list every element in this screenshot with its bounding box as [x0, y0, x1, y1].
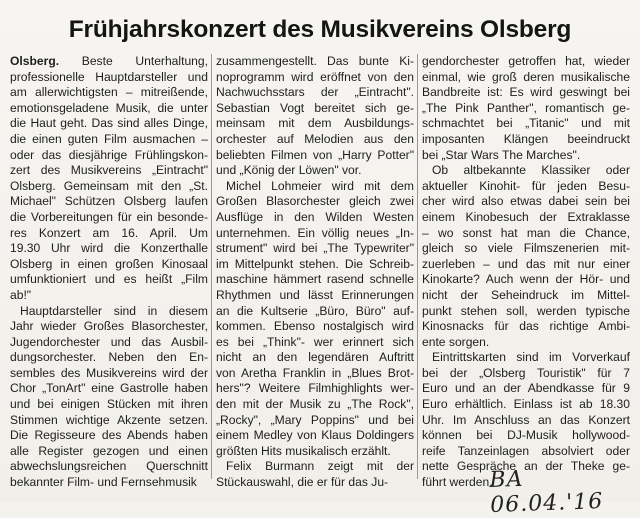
article-text-line: orchester auf Melodien aus den: [216, 131, 414, 146]
article-paragraph: [216, 459, 414, 490]
article-text-line: Rhythmen und lässt Erinnerungen: [216, 287, 414, 302]
article-text-line: bekannter Film- und Fernsehmusik: [10, 475, 197, 490]
article-text-line: und bei einigen Stücken mit ihren: [10, 397, 208, 412]
article-text-line: professionelle Hauptdarsteller und: [10, 69, 208, 84]
article-text-line: den mit der Musik zu „The Rock",: [216, 397, 414, 412]
article-text-line: ab!": [10, 287, 32, 302]
article-text-line: – wo sonst hat man die Chance,: [422, 225, 630, 240]
article-text-line: Bandbreite ist: Es wird geswingt bei: [422, 85, 630, 100]
article-text-line: einem Medley von Klaus Doldingers: [216, 428, 414, 443]
article-text-line: Euro erhältlich. Einlass ist ab 18.30: [422, 397, 630, 412]
article-text-line: Sebastian Vogt bereitet sich ge-: [216, 100, 414, 115]
article-text-line: „The Pink Panther", romantisch ge-: [422, 100, 630, 115]
article-column-1: [10, 54, 208, 491]
article-text-line: die Haut geht. Das sind alles Dinge,: [10, 116, 208, 131]
article-paragraph: [422, 54, 630, 163]
article-text-line: abwechslungsreichen Querschnitt: [10, 459, 208, 474]
article-column-3: [422, 54, 630, 491]
article-text-line: an die Kultserie „Büro, Büro" auf-: [216, 303, 414, 318]
article-text-line: einem Kinobesuch der Extraklasse: [422, 209, 630, 224]
article-text-line: Hauptdarsteller sind in diesem: [20, 303, 208, 318]
article-text-line: gendorchester getroffen hat, wieder: [422, 54, 630, 68]
article-text-line: die einen guten Film ausmachen –: [10, 131, 208, 146]
article-text-line: zusammengestellt. Das bunte Ki-: [216, 54, 414, 68]
article-paragraph: [216, 179, 414, 460]
article-text-fragment: Beste Unterhaltung,: [81, 54, 208, 68]
article-text-line: führt werden.: [422, 475, 493, 490]
article-text-line: Michael" Schützen Olsberg laufen: [10, 194, 208, 209]
article-paragraph: [422, 163, 630, 350]
article-paragraph: [10, 54, 208, 304]
article-text-line: hers"? Weitere Filmhighlights wer-: [216, 381, 414, 396]
article-paragraph: [10, 304, 208, 491]
article-text-line: imposanten Klängen beeindruckt: [422, 131, 630, 146]
article-text-line: Olsberg. Gemeinsam mit den „St.: [10, 178, 208, 193]
article-text-line: nicht an den legendären Auftritt: [216, 350, 414, 365]
article-text-line: noprogramm wird eröffnet von den: [216, 69, 414, 84]
article-text-line: zert des Musikvereins „Eintracht": [10, 163, 208, 178]
column-divider: [417, 54, 418, 479]
article-text-line: kommen. Ebenso nostalgisch wird: [216, 319, 414, 334]
article-text-line: Großen Blasorchester gleich zwei: [216, 194, 414, 209]
article-text-line: können bei DJ-Musik hollywood-: [422, 428, 630, 443]
article-text-line: strument" wird bei „The Typewriter": [216, 241, 414, 256]
article-text-line: größten Hits musikalisch erzählt.: [216, 443, 391, 458]
article-text-line: 19.30 Uhr wird die Konzerthalle: [10, 241, 208, 256]
article-text-line: Euro und an der Abendkasse für 9: [422, 381, 630, 396]
article-text-line: nette Gespräche an der Theke ge-: [422, 459, 630, 474]
article-text-line: alle Register gezogen und einen: [10, 443, 208, 458]
article-text-line: Kinokarte? Auch wenn der Hör- und: [422, 272, 630, 287]
article-text-line: von Aretha Franklin in „Blues Brot-: [216, 365, 414, 380]
article-text-line: Stückauswahl, die er für das Ju-: [216, 475, 389, 490]
article-text-line: Eintrittskarten sind im Vorverkauf: [432, 350, 630, 365]
article-text-line: „Rocky", „Mary Poppins" und bei: [216, 412, 414, 427]
article-text-line: unternehmen. Ein völlig neues „In-: [216, 225, 414, 240]
article-text-line: Jahr wieder Großes Blasorchester,: [10, 319, 208, 334]
article-text-line: ente sorgen.: [422, 334, 490, 349]
article-text-line: Die Regisseure des Abends haben: [10, 428, 208, 443]
article-text-line: Felix Burmann zeigt mit der: [226, 459, 414, 474]
article-text-line: meinsam mit dem Ausbildungs-: [216, 116, 414, 131]
column-divider: [211, 54, 212, 479]
article-text-line: gleich so viele Filmszenerien mit-: [422, 241, 630, 256]
article-text-line: am allerwichtigsten – mitreißende,: [10, 85, 208, 100]
article-text-line: und „König der Löwen" vor.: [216, 163, 362, 178]
article-text-line: aktueller Kinohit- für jeden Besu-: [422, 178, 630, 193]
article-text-line: Chor „TonArt" eine Gastrolle haben: [10, 381, 208, 396]
article-text-line: res Konzert am 16. April. Um: [10, 225, 208, 240]
article-text-line: maschine hämmert rasend schnelle: [216, 272, 414, 287]
article-text-line: einmal, wie groß deren musikalische: [422, 69, 630, 84]
article-headline: Frühjahrskonzert des Musikvereins Olsberg: [68, 16, 572, 43]
article-text-line: es bei „Think"- wer erinnert sich: [216, 334, 414, 349]
article-text-line: die Vorbereitungen für ein besonde-: [10, 209, 208, 224]
article-text-line: emotionsgeladene Musik, die unter: [10, 100, 208, 115]
handwritten-date-note: BA 06.04.'16: [489, 466, 604, 518]
article-text-line: Ausflüge in den Wilden Westen: [216, 209, 414, 224]
article-text-line: Ob altbekannte Klassiker oder: [432, 163, 630, 178]
article-text-line: nicht der Seheindruck im Mittel-: [422, 287, 630, 302]
article-text-line: Stimmen wichtige Akzente setzen.: [10, 412, 208, 427]
article-text-line: [10, 54, 208, 70]
article-text-line: punkt stehen soll, werden typische: [422, 303, 630, 318]
article-dateline: Olsberg.: [10, 54, 60, 68]
article-text-line: Kinosnacks für das richtige Ambi-: [422, 319, 630, 334]
article-text-line: bei „Star Wars The Marches".: [422, 147, 581, 162]
article-paragraph: [216, 54, 414, 179]
article-text-line: im Mittelpunkt stehen. Die Schreib-: [216, 256, 414, 271]
article-text-line: beliebten Filmen von „Harry Potter": [216, 147, 414, 162]
article-column-2: [216, 54, 414, 491]
article-text-line: dungsorchester. Neben den En-: [10, 350, 208, 365]
article-text-line: Michel Lohmeier wird mit dem: [226, 178, 414, 193]
article-text-line: bei der „Olsberg Touristik" für 7: [422, 365, 630, 380]
article-text-line: cher wird also etwas dabei sein bei: [422, 194, 630, 209]
article-text-line: Uhr. Im Anschluss an das Konzert: [422, 412, 630, 427]
article-text-line: Nachwuchsstars der „Eintracht".: [216, 85, 414, 100]
article-text-line: reife Tanzeinlagen absolviert oder: [422, 443, 630, 458]
article-text-line: umfunktioniert und es heißt „Film: [10, 272, 208, 287]
article-text-line: Olsberg in einen großen Kinosaal: [10, 256, 208, 271]
article-text-line: oder das diesjährige Frühlingskon-: [10, 147, 208, 162]
article-text-line: sembles des Musikvereins wird der: [10, 365, 208, 380]
article-text-line: Jugendorchester und das Ausbil-: [10, 334, 208, 349]
article-text-line: schmachtet bei „Titanic" und mit: [422, 116, 630, 131]
article-text-line: zuerleben – und das mit nur einer: [422, 256, 630, 271]
